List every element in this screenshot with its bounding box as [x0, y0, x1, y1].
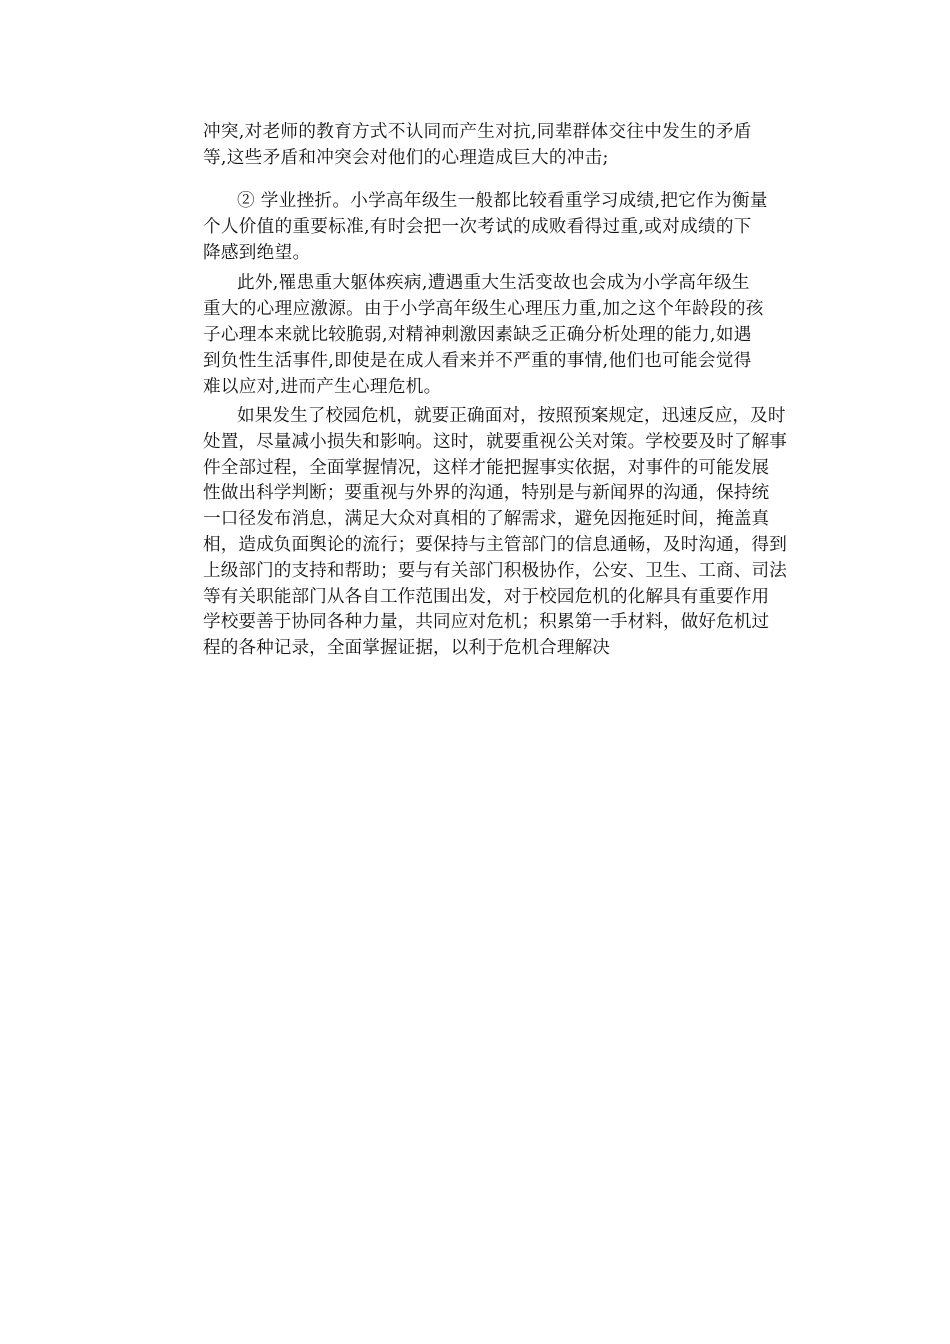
- text-line: 降感到绝望。: [203, 243, 311, 263]
- paragraph-campus-crisis-response: [203, 403, 799, 661]
- text-line: 处置，尽量减小损失和影响。这时，就要重视公关对策。学校要及时了解事: [203, 431, 787, 452]
- text-line: 程的各种记录，全面掌握证据，以利于危机合理解决: [203, 638, 610, 659]
- text-line: 上级部门的支持和帮助；要与有关部门积极协作，公安、卫生、工商、司法: [203, 560, 787, 581]
- text-line: 难以应对,进而产生心理危机。: [203, 377, 442, 397]
- paragraph-conflict-continuation: [203, 119, 799, 171]
- text-line: 等,这些矛盾和冲突会对他们的心理造成巨大的冲击;: [203, 148, 609, 168]
- text-line: 冲突,对老师的教育方式不认同而产生对抗,同辈群体交往中发生的矛盾: [203, 122, 752, 142]
- text-line: 学校要善于协同各种力量，共同应对危机；积累第一手材料，做好危机过: [203, 612, 770, 633]
- text-line: ② 学业挫折。小学高年级生一般都比较看重学习成绩,把它作为衡量: [237, 191, 768, 211]
- text-line: 相，造成负面舆论的流行；要保持与主管部门的信息通畅，及时沟通，得到: [203, 534, 787, 555]
- text-line: 个人价值的重要标准,有时会把一次考试的成败看得过重,或对成绩的下: [203, 217, 752, 237]
- text-line: 如果发生了校园危机，就要正确面对，按照预案规定，迅速反应，及时: [237, 406, 786, 426]
- text-line: 一口径发布消息，满足大众对真相的了解需求，避免因拖延时间，掩盖真: [203, 509, 770, 530]
- text-line: 重大的心理应激源。由于小学高年级生心理压力重,加之这个年龄段的孩: [203, 299, 764, 319]
- text-line: 此外,罹患重大躯体疾病,遭遇重大生活变故也会成为小学高年级生: [237, 273, 750, 293]
- text-line: 性做出科学判断；要重视与外界的沟通，特别是与新闻界的沟通，保持统: [203, 483, 770, 504]
- paragraph-academic-setback: [203, 188, 799, 266]
- text-line: 到负性生活事件,即使是在成人看来并不严重的事情,他们也可能会觉得: [203, 351, 752, 371]
- text-line: 子心理本来就比较脆弱,对精神刺激因素缺乏正确分析处理的能力,如遇: [203, 325, 752, 345]
- text-line: 件全部过程，全面掌握情况，这样才能把握事实依据，对事件的可能发展: [203, 457, 770, 478]
- paragraph-other-stressors: [203, 270, 799, 400]
- text-line: 等有关职能部门从各自工作范围出发，对于校园危机的化解具有重要作用: [203, 586, 770, 607]
